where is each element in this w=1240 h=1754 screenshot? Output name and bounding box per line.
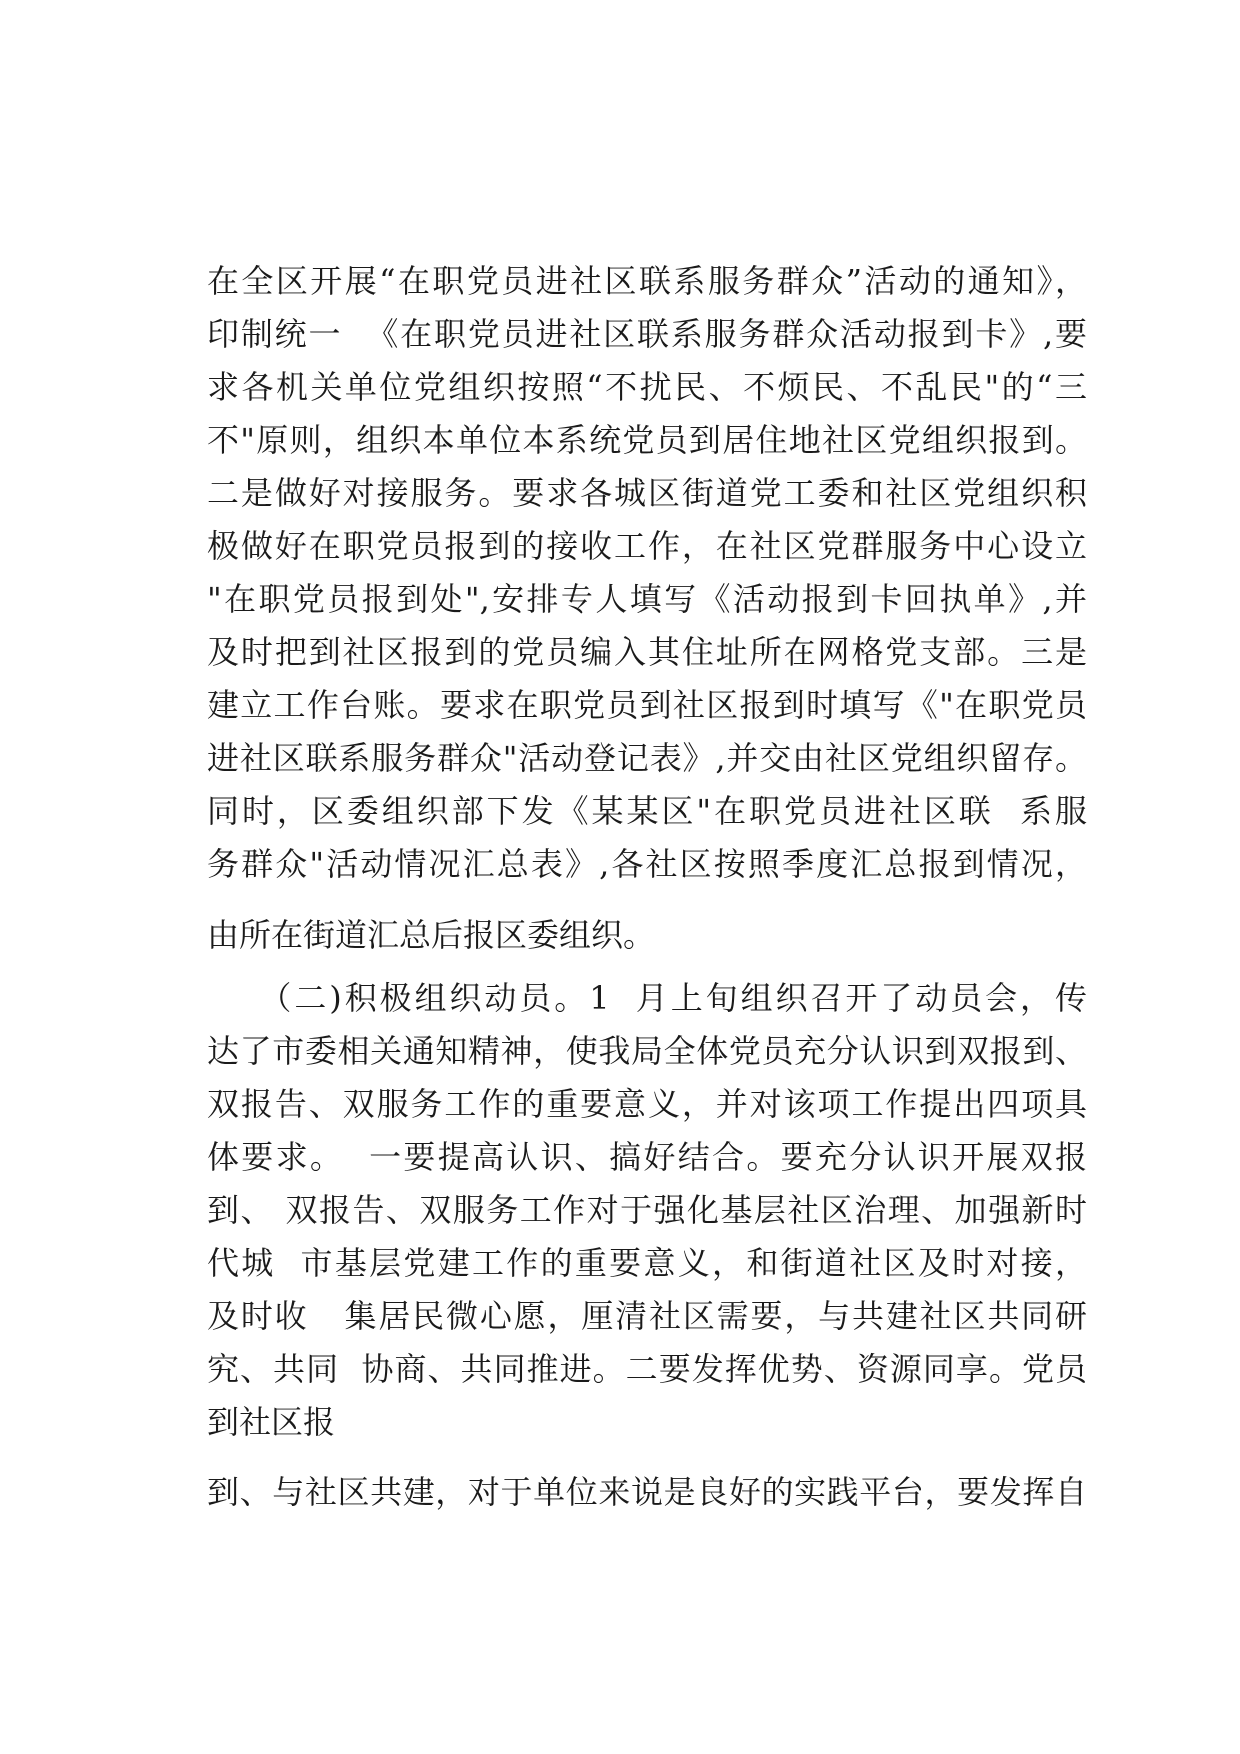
text-line: 到、与社区共建，对于单位来说是良好的实践平台，要发挥自 <box>207 1473 1087 1511</box>
text-line: 二是做好对接服务。要求各城区街道党工委和社区党组织积 <box>207 474 1087 512</box>
text-line: 到社区报 <box>207 1403 336 1441</box>
text-line: 不"原则，组织本单位本系统党员到居住地社区党组织报到。 <box>207 421 1087 459</box>
text-line: 及时收 集居民微心愿，厘清社区需要，与共建社区共同研 <box>207 1297 1087 1335</box>
text-line: 务群众"活动情况汇总表》,各社区按照季度汇总报到情况， <box>207 845 1087 883</box>
text-line: 由所在街道汇总后报区委组织。 <box>207 916 656 954</box>
text-line: 及时把到社区报到的党员编入其住址所在网格党支部。三是 <box>207 633 1087 671</box>
text-line: 究、共同 协商、共同推进。二要发挥优势、资源同享。党员 <box>207 1350 1087 1388</box>
text-line: 双报告、双服务工作的重要意义，并对该项工作提出四项具 <box>207 1085 1087 1123</box>
text-line: 到、 双报告、双服务工作对于强化基层社区治理、加强新时 <box>207 1191 1087 1229</box>
text-line: "在职党员报到处",安排专人填写《活动报到卡回执单》,并 <box>207 580 1087 618</box>
text-line: 在全区开展“在职党员进社区联系服务群众”活动的通知》， <box>207 262 1087 300</box>
text-line: 达了市委相关通知精神，使我局全体党员充分认识到双报到、 <box>207 1032 1087 1070</box>
text-line: （二)积极组织动员。1 月上旬组织召开了动员会，传 <box>207 979 1087 1017</box>
text-line: 进社区联系服务群众"活动登记表》,并交由社区党组织留存。 <box>207 739 1087 777</box>
text-line: 求各机关单位党组织按照“不扰民、不烦民、不乱民"的“三 <box>207 368 1087 406</box>
text-line: 代城 市基层党建工作的重要意义，和街道社区及时对接， <box>207 1244 1087 1282</box>
text-line: 建立工作台账。要求在职党员到社区报到时填写《"在职党员 <box>207 686 1087 724</box>
text-line: 极做好在职党员报到的接收工作，在社区党群服务中心设立 <box>207 527 1087 565</box>
text-line: 印制统一 《在职党员进社区联系服务群众活动报到卡》,要 <box>207 315 1087 353</box>
text-line: 体要求。 一要提高认识、搞好结合。要充分认识开展双报 <box>207 1138 1087 1176</box>
text-line: 同时，区委组织部下发《某某区"在职党员进社区联 系服 <box>207 792 1087 830</box>
